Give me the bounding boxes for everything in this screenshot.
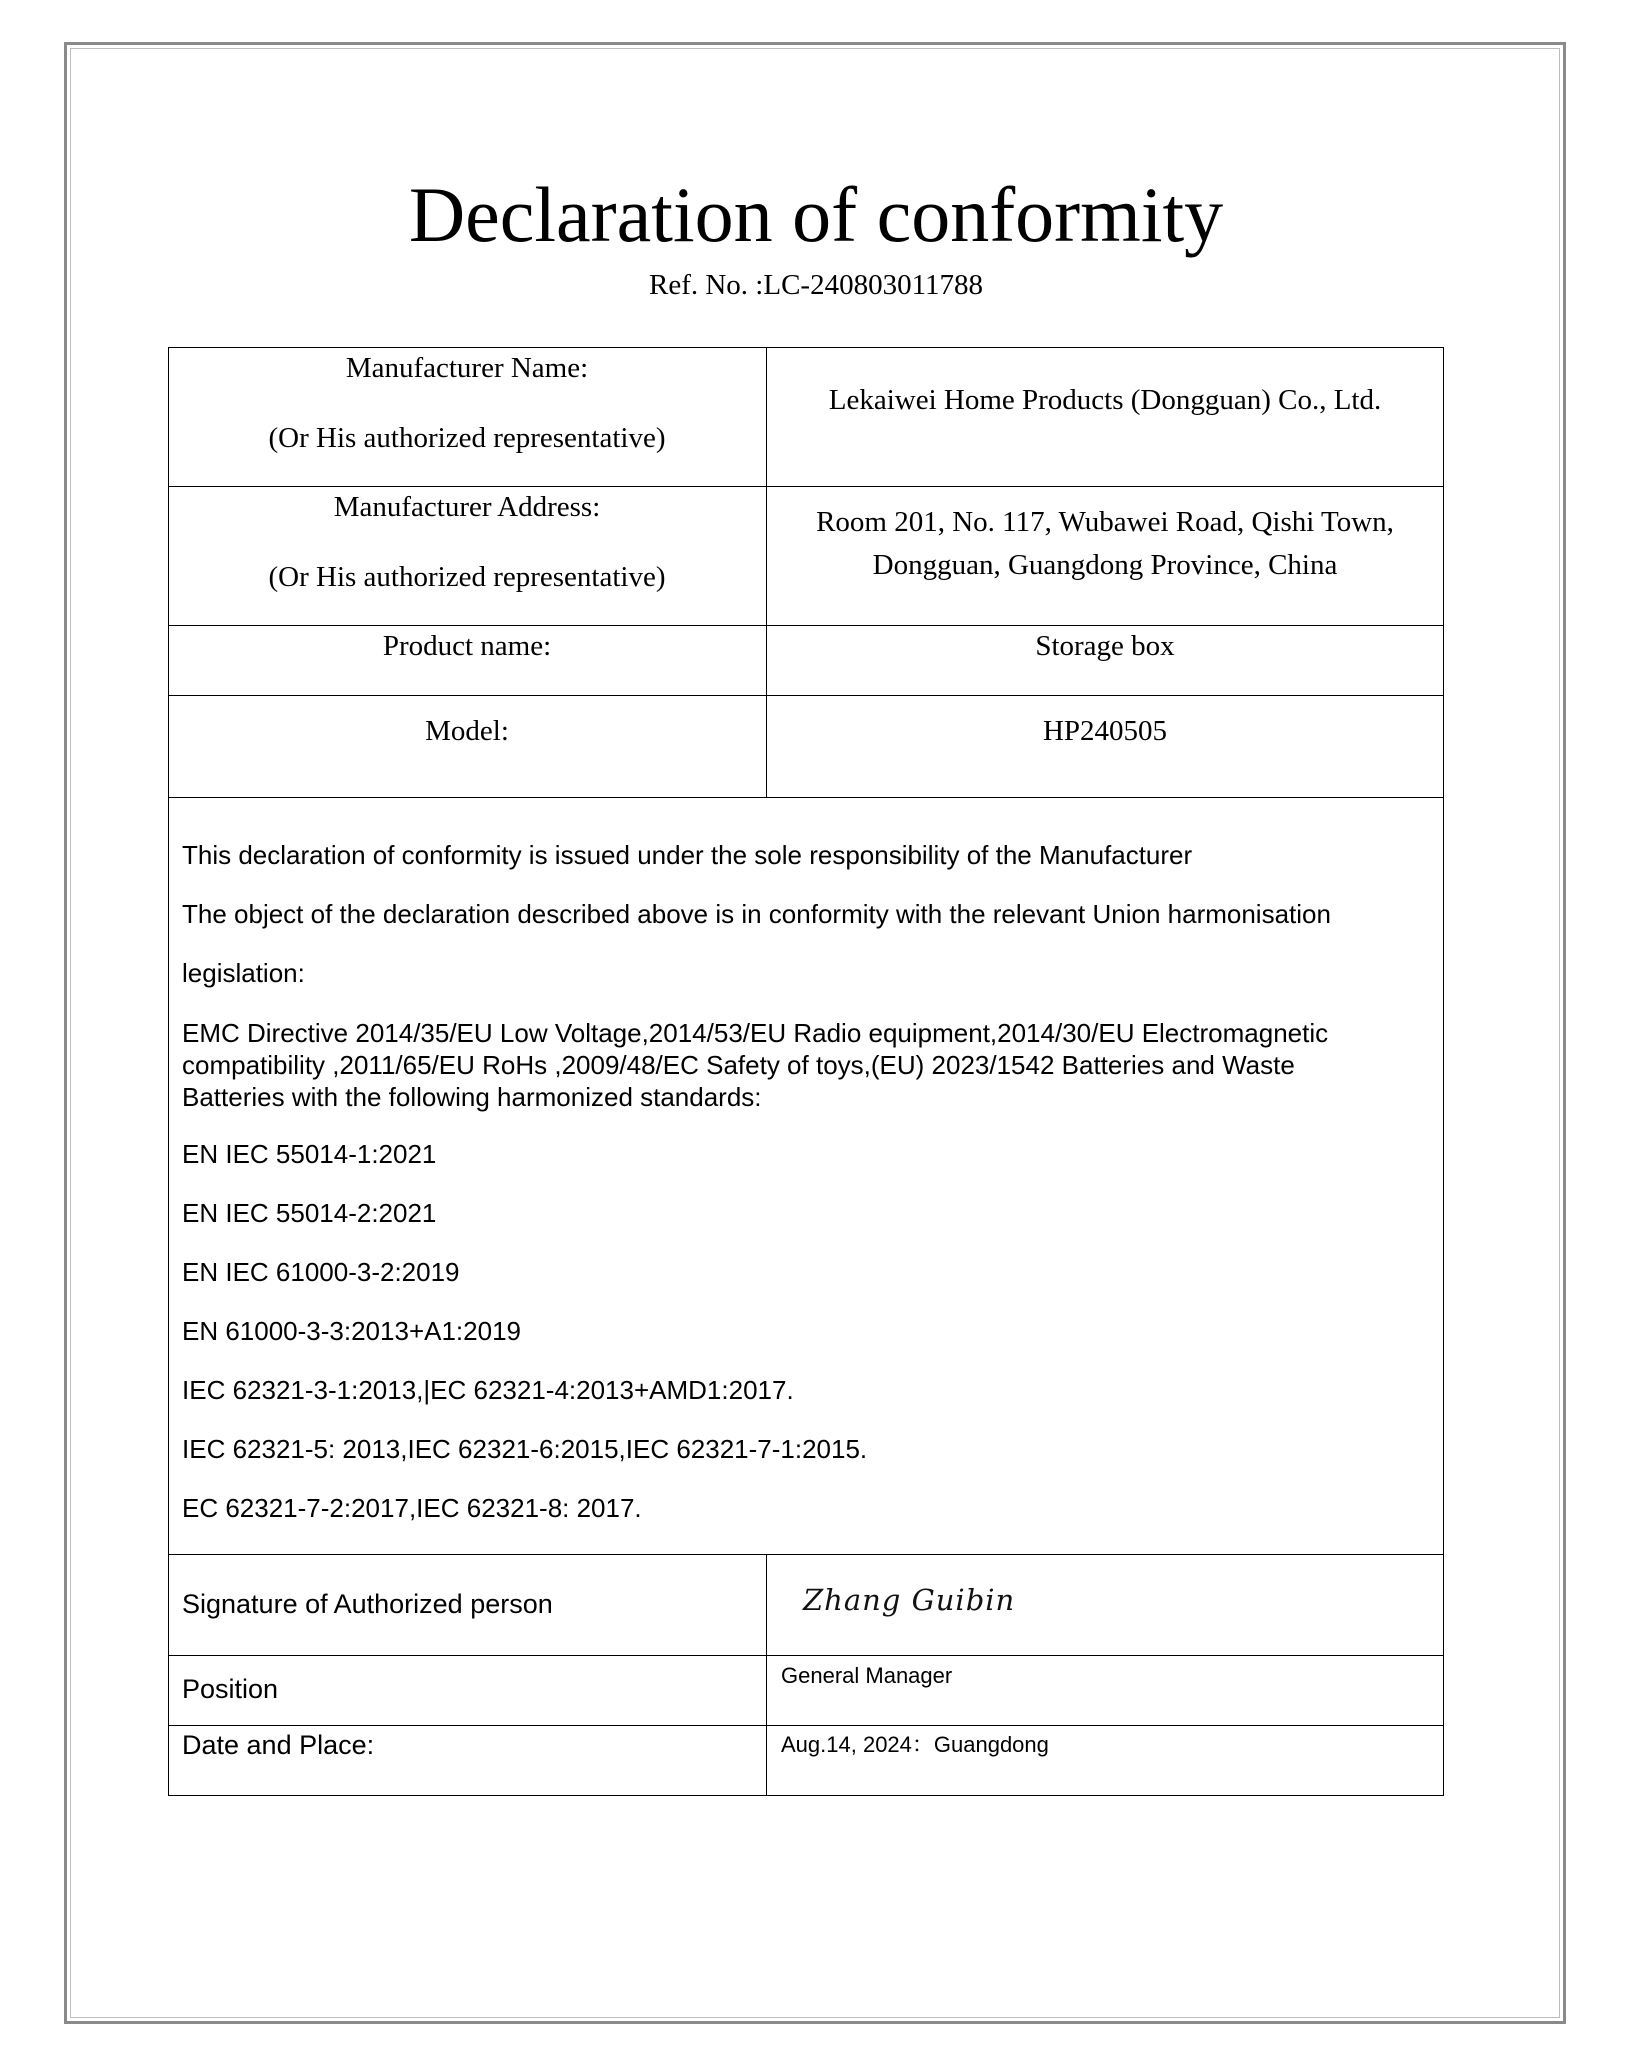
manufacturer-address-label-line1: Manufacturer Address: — [333, 491, 601, 523]
manufacturer-name-label-line2: (Or His authorized representative) — [268, 422, 666, 454]
declaration-table — [168, 347, 1444, 1796]
date-place-value: Aug.14, 2024：Guangdong — [781, 1732, 1049, 1757]
table-rule — [168, 797, 1444, 798]
product-name-label: Product name: — [382, 630, 552, 662]
declaration-line: This declaration of conformity is issued under the sole responsibility of the Manufacturer — [182, 840, 1193, 870]
manufacturer-address-label-line2: (Or His authorized representative) — [268, 561, 666, 593]
table-rule — [168, 486, 1444, 487]
standard-item: EN 61000-3-3:2013+A1:2019 — [182, 1316, 521, 1346]
declaration-line: The object of the declaration described above is in conformity with the relevant Union harmonisation — [182, 899, 1331, 929]
table-rule — [168, 1655, 1444, 1656]
handwritten-signature: Zhang Guibin — [803, 1583, 1016, 1617]
position-label: Position — [182, 1674, 279, 1704]
manufacturer-address-line1: Room 201, No. 117, Wubawei Road, Qishi Town, — [816, 506, 1394, 538]
standard-item: EN IEC 55014-1:2021 — [182, 1139, 437, 1169]
signature-label: Signature of Authorized person — [182, 1589, 553, 1619]
manufacturer-address-line2: Dongguan, Guangdong Province, China — [872, 549, 1338, 581]
standard-item: EN IEC 55014-2:2021 — [182, 1198, 437, 1228]
table-rule — [168, 1725, 1444, 1726]
reference-number: Ref. No. :LC-240803011788 — [648, 269, 983, 301]
declaration-line: legislation: — [182, 958, 305, 988]
model-label: Model: — [425, 715, 509, 747]
standard-item: IEC 62321-5: 2013,IEC 62321-6:2015,IEC 62321-7-1:2015. — [182, 1434, 868, 1464]
table-rule — [168, 347, 1444, 348]
document-title: Declaration of conformity — [408, 171, 1224, 258]
directives-line: compatibility ,2011/65/EU RoHs ,2009/48/EC Safety of toys,(EU) 2023/1542 Batteries and Waste — [182, 1050, 1295, 1080]
table-rule — [168, 695, 1444, 696]
standard-item: EN IEC 61000-3-2:2019 — [182, 1257, 460, 1287]
table-rule — [168, 1554, 1444, 1555]
manufacturer-address-label — [168, 490, 766, 594]
table-rule — [168, 625, 1444, 626]
standard-item: EC 62321-7-2:2017,IEC 62321-8: 2017. — [182, 1493, 642, 1523]
table-rule — [766, 1554, 767, 1796]
directives-line: Batteries with the following harmonized standards: — [182, 1082, 762, 1112]
manufacturer-name-value: Lekaiwei Home Products (Dongguan) Co., Ltd. — [828, 384, 1382, 416]
declaration-text — [182, 840, 1432, 1523]
position-value: General Manager — [781, 1663, 953, 1688]
manufacturer-name-label-line1: Manufacturer Name: — [345, 352, 589, 384]
model-value: HP240505 — [1042, 715, 1168, 747]
manufacturer-name-label — [168, 351, 766, 455]
date-place-label: Date and Place: — [182, 1730, 375, 1760]
manufacturer-address-value — [766, 501, 1444, 587]
directives-line: EMC Directive 2014/35/EU Low Voltage,2014/53/EU Radio equipment,2014/30/EU Electromagnetic — [182, 1018, 1329, 1048]
standard-item: IEC 62321-3-1:2013,|EC 62321-4:2013+AMD1:2017. — [182, 1375, 794, 1405]
table-rule — [168, 1795, 1444, 1796]
product-name-value: Storage box — [1035, 630, 1175, 662]
